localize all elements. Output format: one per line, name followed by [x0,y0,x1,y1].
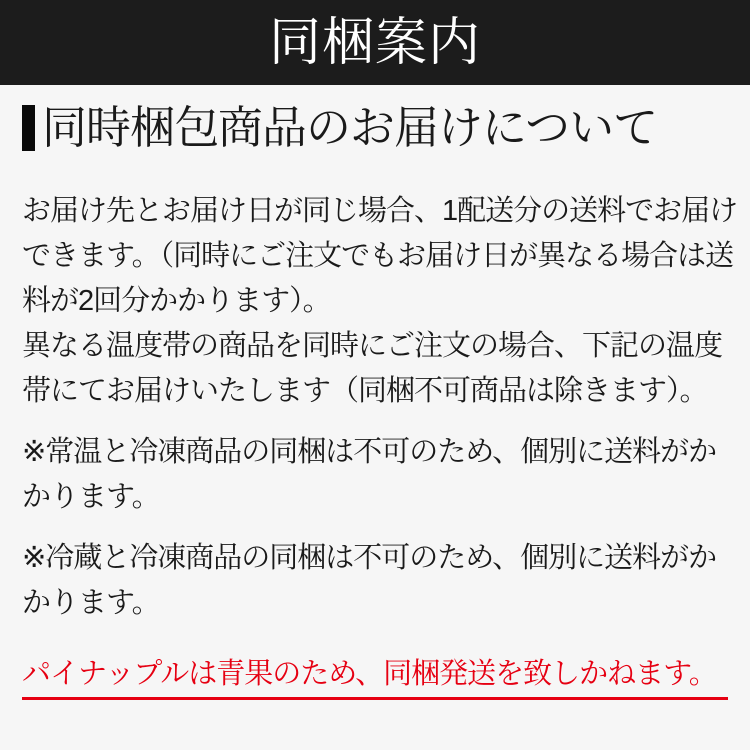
note-line: かります。 [22,480,160,513]
heading-marker-bar [22,105,35,151]
notice-header-title: 同梱案内 [268,13,481,72]
intro-line: 異なる温度帯の商品を同時にご注文の場合、下記の温度 [22,329,723,362]
intro-line: 料が2回分かかります）。 [22,284,331,317]
intro-line: できます。（同時にご注文でもお届け日が異なる場合は送 [22,239,734,272]
intro-line: お届け先とお届け日が同じ場合、1配送分の送料でお届け [22,194,738,227]
pineapple-warning-text: パイナップルは青果のため、同梱発送を致しかねます。 [22,657,728,700]
note-line: ※常温と冷凍商品の同梱は不可のため、個別に送料がか [22,435,717,468]
intro-line: 帯にてお届けいたします（同梱不可商品は除きます）。 [22,374,708,407]
intro-paragraph [22,189,738,414]
notice-header-bar [0,0,750,85]
note-room-temp-frozen [22,430,728,520]
section-heading-text: 同時梱包商品のお届けについて [42,102,658,153]
notice-content [0,85,750,700]
note-chilled-frozen [22,536,728,626]
note-line: ※冷蔵と冷凍商品の同梱は不可のため、個別に送料がか [22,541,717,574]
note-line: かります。 [22,586,160,619]
section-heading [22,103,728,153]
